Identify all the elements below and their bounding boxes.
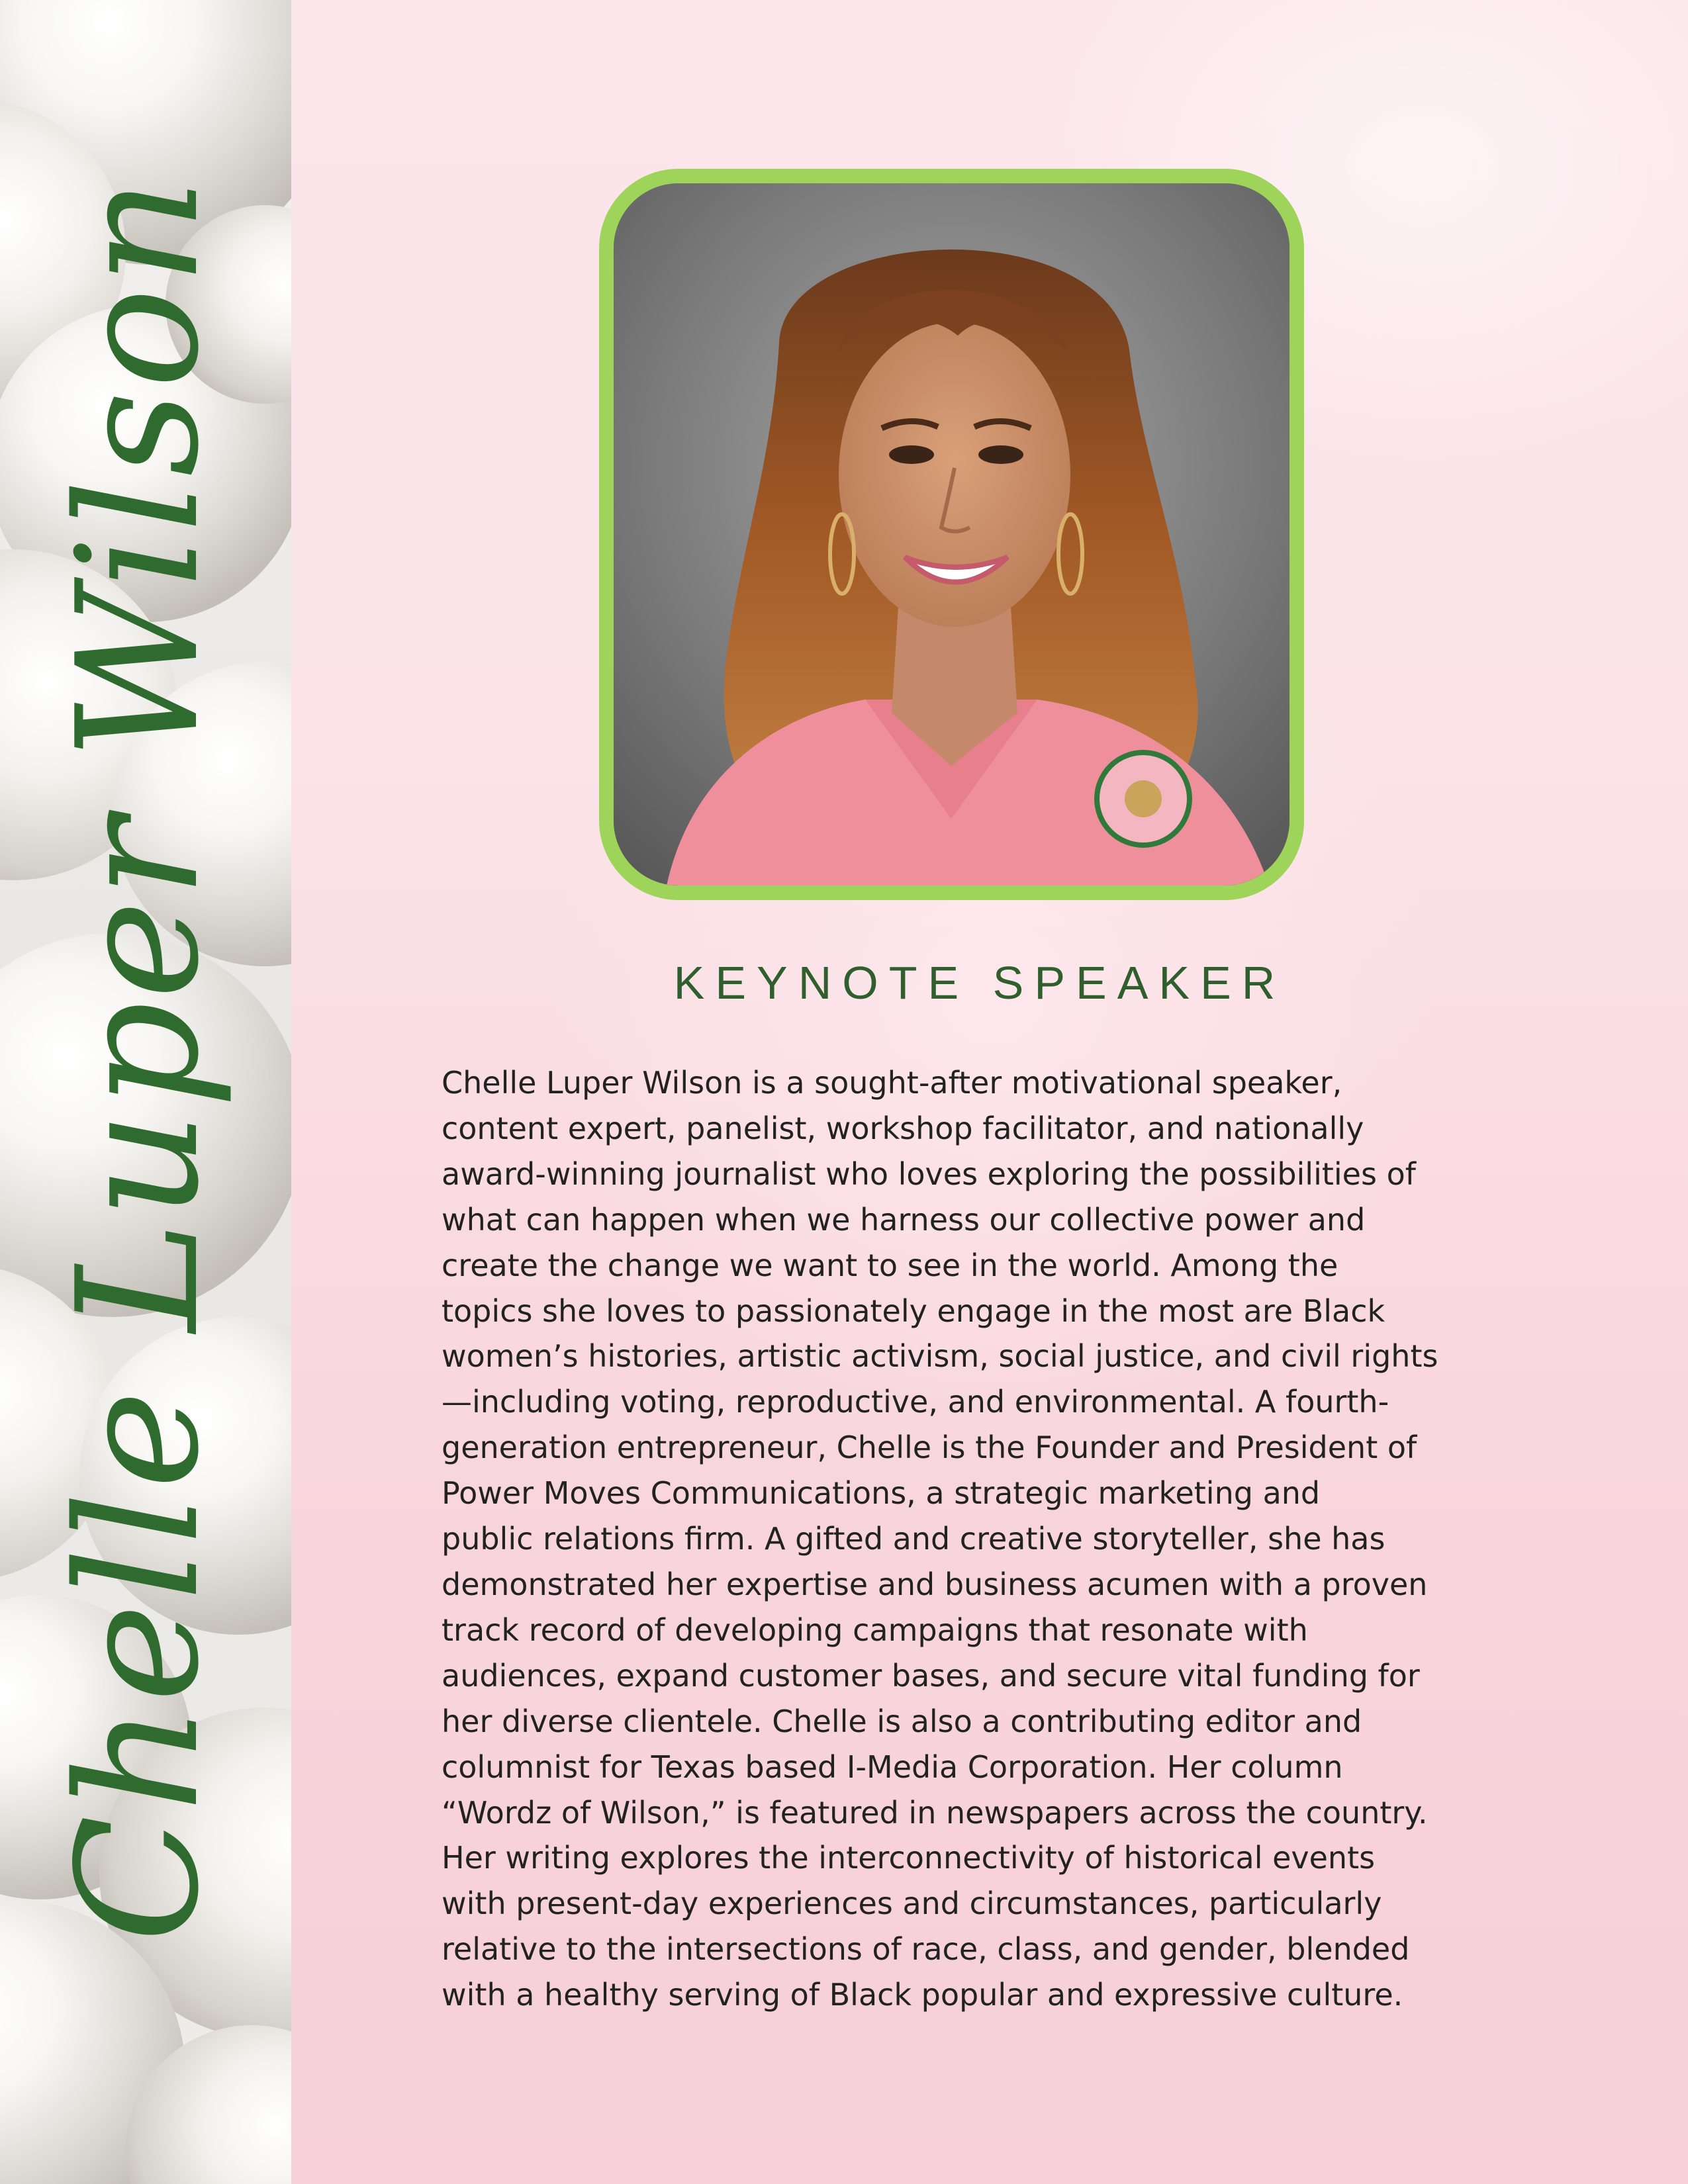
bio-line: women’s histories, artistic activism, social justice, and civil rights (442, 1338, 1438, 1375)
bio-line: her diverse clientele. Chelle is also a contributing editor and (442, 1703, 1362, 1739)
speaker-name-script: Chelle Luper Wilson (42, 175, 236, 1943)
bio-line: generation entrepreneur, Chelle is the Founder and President of (442, 1430, 1417, 1466)
bio-line: what can happen when we harness our collective power and (442, 1201, 1366, 1238)
bio-line: audiences, expand customer bases, and secure vital funding for (442, 1657, 1420, 1694)
bio-line: columnist for Texas based I-Media Corporation. Her column (442, 1749, 1343, 1785)
bio-line: “Wordz of Wilson,” is featured in newspapers across the country. (442, 1794, 1428, 1831)
bio-line: topics she loves to passionately engage in the most are Black (442, 1293, 1385, 1329)
bio-line: Power Moves Communications, a strategic marketing and (442, 1475, 1321, 1512)
bio-line: award-winning journalist who loves exploring the possibilities of (442, 1156, 1416, 1192)
portrait-illustration (614, 183, 1289, 886)
bio-line: create the change we want to see in the world. Among the (442, 1247, 1338, 1283)
bio-line: with a healthy serving of Black popular and expressive culture. (442, 1977, 1403, 2013)
bio-line: with present-day experiences and circumstances, particularly (442, 1886, 1382, 1922)
bio-line: track record of developing campaigns that resonate with (442, 1612, 1308, 1648)
keynote-speaker-heading: KEYNOTE SPEAKER (673, 957, 1286, 1009)
speaker-portrait (599, 169, 1304, 900)
bio-line: demonstrated her expertise and business acumen with a proven (442, 1566, 1428, 1602)
bio-line: Her writing explores the interconnectivity of historical events (442, 1840, 1376, 1876)
speaker-bio (442, 1060, 1540, 2018)
bio-line: relative to the intersections of race, class, and gender, blended (442, 1931, 1410, 1968)
bio-line: public relations firm. A gifted and creative storyteller, she has (442, 1521, 1385, 1557)
bio-line: —including voting, reproductive, and environmental. A fourth- (442, 1384, 1389, 1420)
bio-line: content expert, panelist, workshop facilitator, and nationally (442, 1110, 1364, 1146)
bio-line: Chelle Luper Wilson is a sought-after motivational speaker, (442, 1065, 1342, 1101)
